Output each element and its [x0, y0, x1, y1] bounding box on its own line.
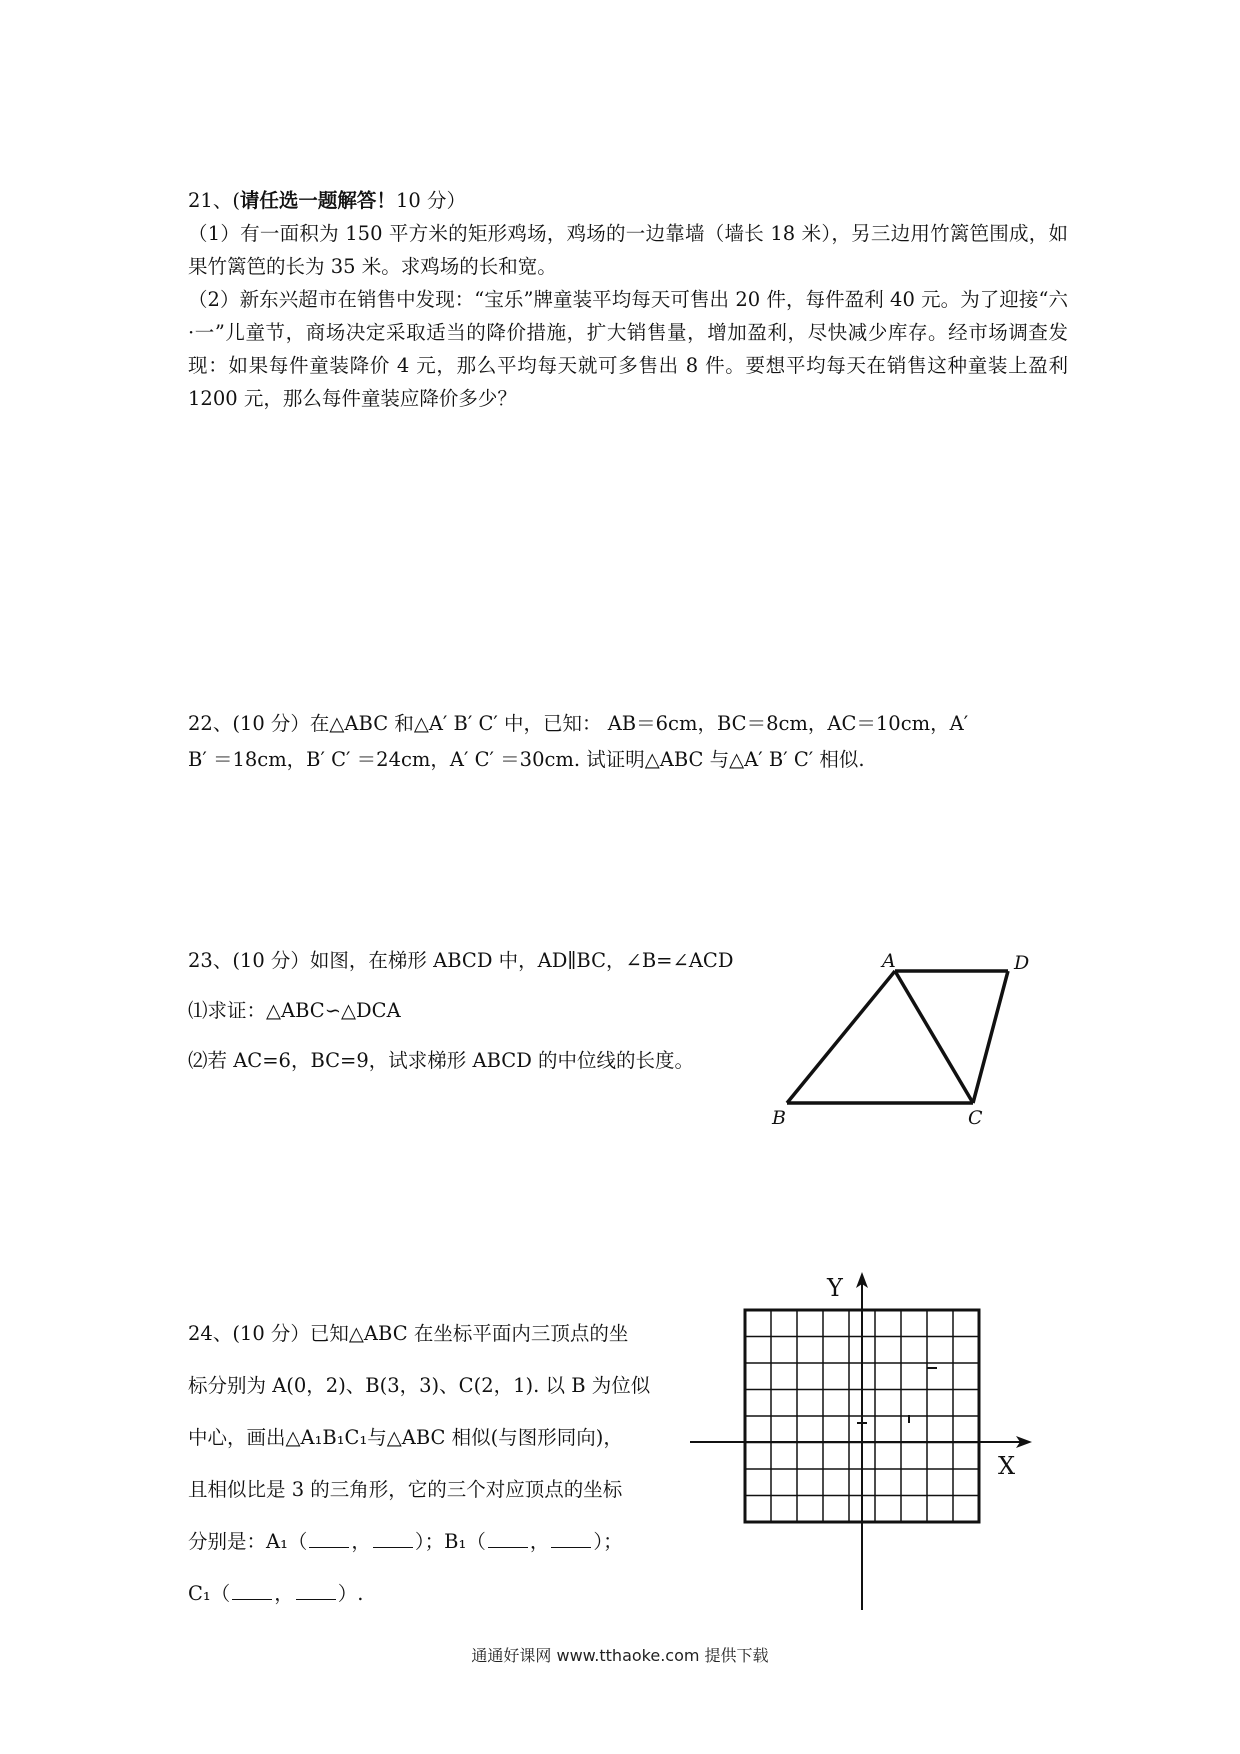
period: ）.	[337, 1582, 364, 1605]
a1-x-blank[interactable]	[309, 1529, 349, 1548]
a1-label: 分别是：A₁（	[188, 1530, 308, 1553]
vertex-label-c: C	[968, 1107, 983, 1125]
q23-line-3: ⑵若 AC=6，BC=9，试求梯形 ABCD 的中位线的长度。	[188, 1049, 695, 1072]
x-axis-label: X	[998, 1452, 1016, 1480]
segment-dc	[973, 971, 1008, 1103]
q21-score: 10 分）	[395, 189, 466, 212]
q21-header	[188, 184, 1068, 217]
q22-line-2: B′ ＝18cm，B′ C′ ＝24cm，A′ C′ ＝30cm. 试证明△ABC 与△A′ B′ C′ 相似.	[188, 748, 865, 771]
vertex-label-d: D	[1014, 952, 1030, 974]
page-footer: 通通好课网 www.tthaoke.com 提供下载	[471, 1646, 769, 1665]
q21-part-2: （2）新东兴超市在销售中发现：“宝乐”牌童装平均每天可售出 20 件，每件盈利 40 元。为了迎接“六·一”儿童节，商场决定采取适当的降价措施，扩大销售量，增加盈利，尽快减少库存。经市场调查发现：如果每件童装降价 4 元，那么平均每天就可多售出 8 件。要想平均每天在销售这种童装上盈利 1200 元，那么每件童装应降价多少？	[188, 288, 1068, 410]
b1-y-blank[interactable]	[551, 1529, 591, 1548]
coordinate-grid-figure	[690, 1270, 1040, 1615]
q24-line-1: 24、(10 分）已知△ABC 在坐标平面内三顶点的坐	[188, 1322, 629, 1345]
b1-x-blank[interactable]	[488, 1529, 528, 1548]
c1-label: C₁（	[188, 1582, 231, 1605]
comma: ，	[274, 1582, 294, 1605]
b1-label: ）；B₁（	[414, 1530, 486, 1553]
q24-line-5	[188, 1516, 678, 1568]
question-21	[188, 184, 1068, 415]
y-axis-label: Y	[827, 1274, 843, 1302]
vertex-label-b: B	[772, 1107, 786, 1125]
semicolon: ）；	[593, 1530, 623, 1553]
comma: ，	[529, 1530, 550, 1553]
q24-line-6	[188, 1568, 678, 1620]
question-23	[188, 936, 768, 1086]
c1-x-blank[interactable]	[232, 1581, 272, 1600]
q21-number: 21、(	[188, 189, 240, 212]
q23-line-1: 23、(10 分）如图，在梯形 ABCD 中，AD∥BC，∠B=∠ACD	[188, 949, 734, 972]
q24-line-3: 中心，画出△A₁B₁C₁与△ABC 相似(与图形同向)，	[188, 1426, 623, 1449]
segment-ac	[895, 971, 973, 1103]
segment-ab	[787, 971, 895, 1103]
question-24	[188, 1308, 678, 1620]
comma: ，	[351, 1530, 371, 1553]
q24-line-2: 标分别为 A(0，2)、B(3，3)、C(2，1). 以 B 为位似	[188, 1374, 651, 1397]
question-22	[188, 706, 1068, 778]
vertex-label-a: A	[882, 950, 896, 972]
trapezoid-figure	[770, 945, 1040, 1125]
q21-instruction: 请任选一题解答！	[239, 189, 396, 212]
q21-part-1: （1）有一面积为 150 平方米的矩形鸡场，鸡场的一边靠墙（墙长 18 米），另三边用竹篱笆围成，如果竹篱笆的长为 35 米。求鸡场的长和宽。	[188, 222, 1068, 278]
q22-line-1: 22、(10 分）在△ABC 和△A′ B′ C′ 中，已知： AB＝6cm，BC＝8cm，AC＝10cm，A′	[188, 712, 969, 735]
q23-line-2: ⑴求证：△ABC∽△DCA	[188, 999, 401, 1022]
c1-y-blank[interactable]	[296, 1581, 336, 1600]
a1-y-blank[interactable]	[373, 1529, 413, 1548]
q24-line-4: 且相似比是 3 的三角形，它的三个对应顶点的坐标	[188, 1478, 623, 1501]
